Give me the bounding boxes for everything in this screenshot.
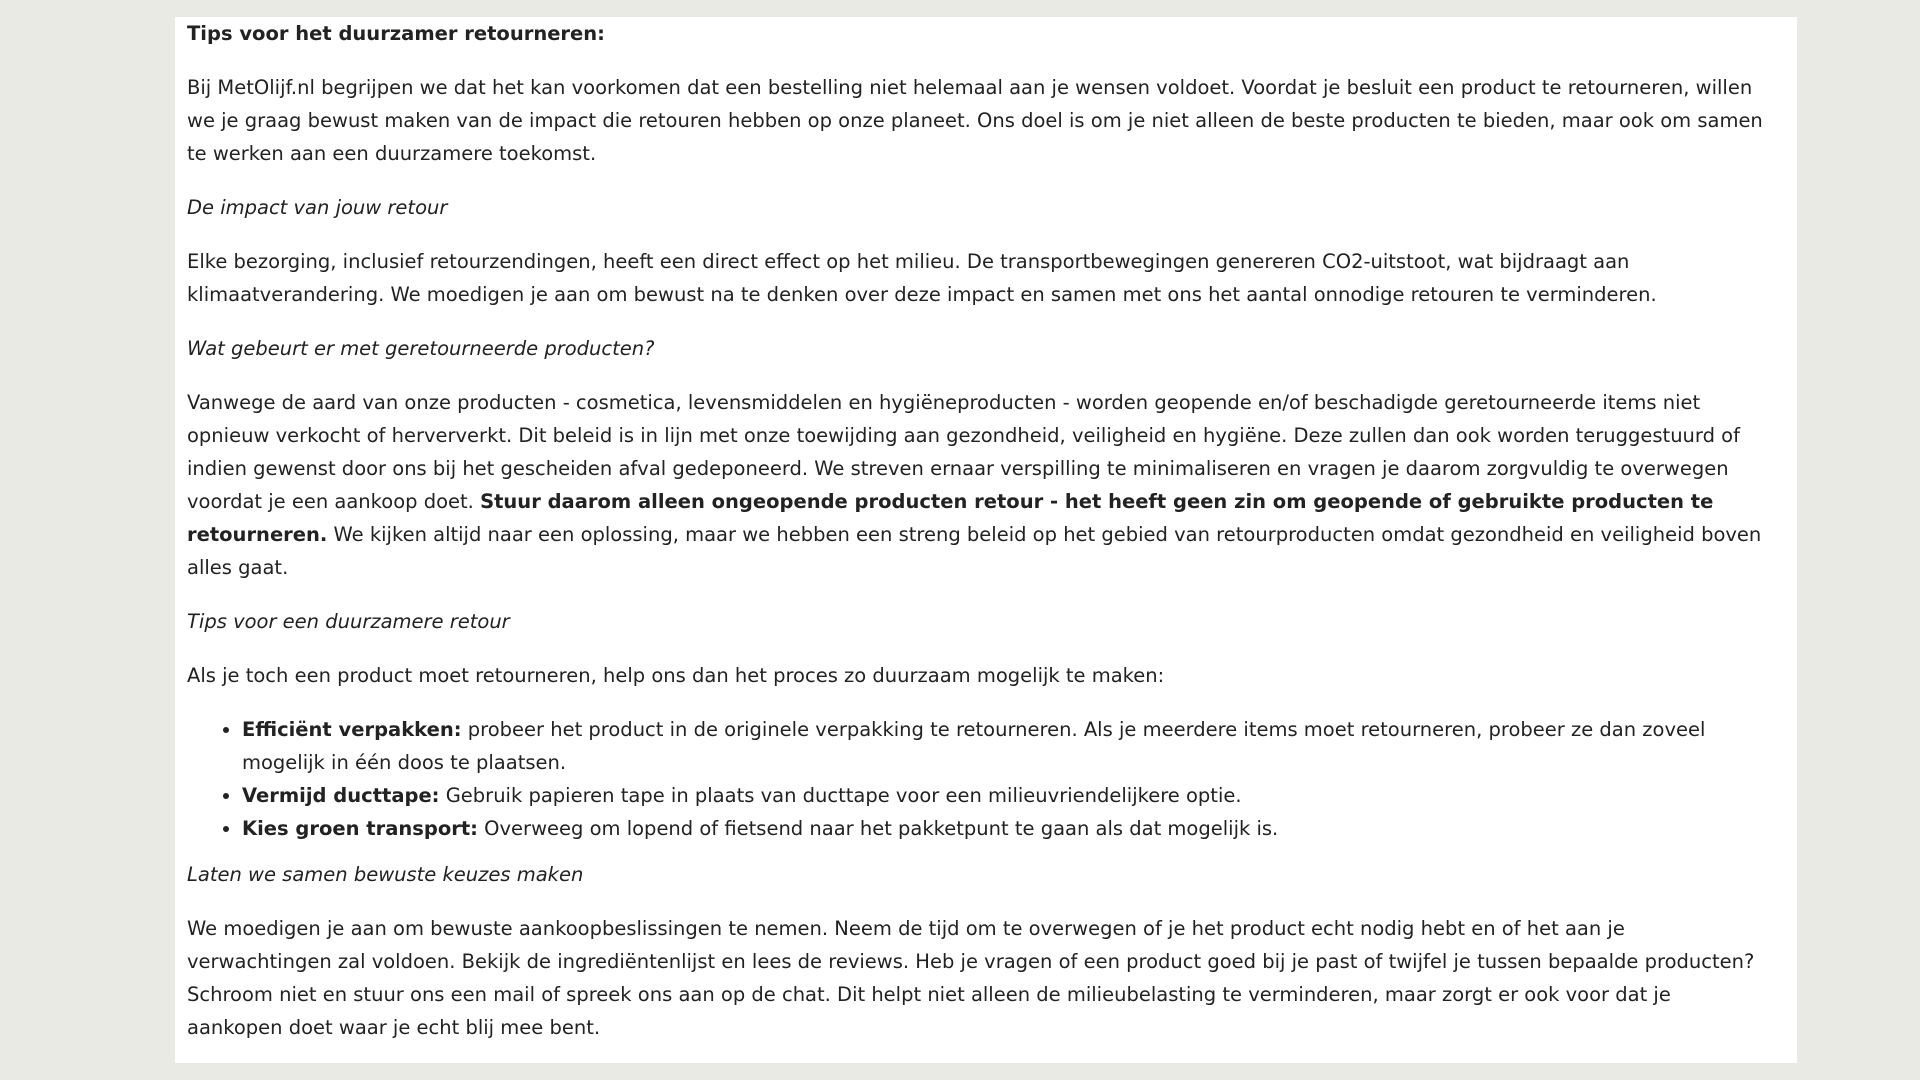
section-title-choices: Laten we samen bewuste keuzes maken	[187, 863, 584, 886]
intro-paragraph: Bij MetOlijf.nl begrijpen we dat het kan voorkomen dat een bestelling niet helemaal aan je wensen voldoet. Voordat je besluit een product te retourneren, willen we je graag bewust maken van de impact die retouren hebben op onze planeet. Ons doel is om je niet alleen de beste producten te bieden, maar ook om samen te werken aan een duurzamere toekomst.	[187, 76, 1763, 165]
section-text-choices: We moedigen je aan om bewuste aankoopbeslissingen te nemen. Neem de tijd om te overwegen of je het product echt nodig hebt en of het aan je verwachtingen zal voldoen. Bekijk de ingrediëntenlijst en lees de reviews. Heb je vragen of een product goed bij je past of twijfel je tussen bepaalde producten? Schroom niet en stuur ons een mail of spreek ons aan op de chat. Dit helpt niet alleen de milieubelasting te verminderen, maar zorgt er ook voor dat je aankopen doet waar je echt blij mee bent.	[187, 917, 1755, 1039]
list-item	[242, 812, 1769, 845]
text-part: Vanwege de aard van onze producten - cosmetica, levensmiddelen en hygiëneproducten - worden geopende en/of beschadigde geretourneerde items niet opnieuw verkocht of herververkt. Dit beleid is in lijn met onze toewijding aan gezondheid, veiligheid en hygiëne. Deze zullen dan ook worden teruggestuurd of indien gewenst door ons bij het gescheiden afval gedeponeerd. We streven ernaar verspilling te minimaliseren en vragen je daarom zorgvuldig te overwegen voordat je een aankoop doet.	[187, 391, 1740, 513]
section-text-tips: Als je toch een product moet retourneren, help ons dan het proces zo duurzaam mogelijk te maken:	[187, 664, 1165, 687]
section-title-returned-products: Wat gebeurt er met geretourneerde producten?	[187, 337, 655, 360]
section-text-impact: Elke bezorging, inclusief retourzendingen, heeft een direct effect op het milieu. De transportbewegingen genereren CO2-uitstoot, wat bijdraagt aan klimaatverandering. We moedigen je aan om bewust na te denken over deze impact en samen met ons het aantal onnodige retouren te verminderen.	[187, 250, 1657, 306]
list-item-label: Kies groen transport:	[242, 817, 478, 840]
list-item-text: Overweeg om lopend of fietsend naar het pakketpunt te gaan als dat mogelijk is.	[477, 817, 1279, 840]
section-title-impact: De impact van jouw retour	[187, 196, 448, 219]
content-card	[175, 17, 1797, 1063]
section-title-tips: Tips voor een duurzamere retour	[187, 610, 510, 633]
list-item-text: Gebruik papieren tape in plaats van ducttape voor een milieuvriendelijkere optie.	[439, 784, 1242, 807]
article-body	[187, 17, 1769, 1065]
bold-warning: Stuur daarom alleen ongeopende producten retour - het heeft geen zin om geopende of gebruikte producten te retourneren.	[187, 490, 1714, 546]
list-item-label: Vermijd ducttape:	[242, 784, 440, 807]
page-title: Tips voor het duurzamer retourneren:	[187, 22, 605, 45]
section-text-returned-products	[187, 386, 1769, 584]
list-item	[242, 713, 1769, 779]
list-item	[242, 779, 1769, 812]
list-item-label: Efficiënt verpakken:	[242, 718, 462, 741]
list-item-text: probeer het product in de originele verpakking te retourneren. Als je meerdere items moet retourneren, probeer ze dan zoveel mogelijk in één doos te plaatsen.	[242, 718, 1706, 774]
text-part: We kijken altijd naar een oplossing, maar we hebben een streng beleid op het gebied van retourproducten omdat gezondheid en veiligheid boven alles gaat.	[187, 523, 1762, 579]
tips-list	[187, 713, 1769, 845]
